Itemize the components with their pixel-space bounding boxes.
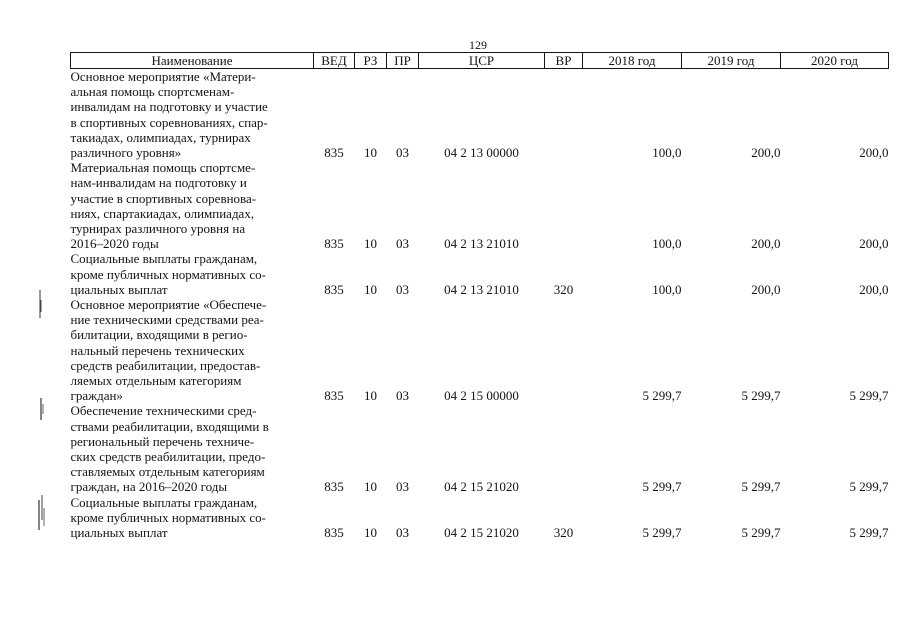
row-2020: 5 299,7 (849, 525, 889, 541)
row-2020: 200,0 (859, 236, 889, 252)
row-csr: 04 2 13 00000 (444, 145, 519, 161)
table-row (71, 69, 889, 161)
row-2019: 200,0 (751, 236, 781, 252)
row-ved: 835 (324, 479, 344, 495)
row-name: Обеспечение техническими сред- ствами реабилитации, входящими в региональный перечень техниче- ских средств реабилитации, предо- ставляемых отдельным категориям граждан, на 2016–2020 годы (70, 403, 269, 495)
header-vr: ВР (545, 53, 583, 69)
page-number: 129 (469, 38, 487, 52)
header-name: Наименование (71, 53, 314, 69)
row-ved: 835 (324, 388, 344, 404)
row-pr: 03 (396, 281, 409, 297)
table-row (71, 297, 889, 403)
row-name: Основное мероприятие «Матери- альная помощь спортсменам- инвалидам на подготовку и участие в спортивных соревнованиях, спар- такиадах, олимпиадах, турнирах различного уровня» (70, 69, 268, 161)
row-csr: 04 2 13 21010 (444, 281, 519, 297)
row-rz: 10 (364, 145, 377, 161)
row-2020: 5 299,7 (849, 479, 889, 495)
row-name: Основное мероприятие «Обеспече- ние техническими средствами реа- билитации, входящими в регио- нальный перечень технических средств реабилитации, предостав- ляемых отдельным категориям граждан» (70, 297, 267, 404)
row-2018: 100,0 (652, 145, 682, 161)
row-pr: 03 (396, 388, 409, 404)
header-ved: ВЕД (314, 53, 355, 69)
row-2020: 200,0 (859, 145, 889, 161)
row-rz: 10 (364, 388, 377, 404)
row-name-cell (71, 297, 314, 403)
row-pr: 03 (396, 145, 409, 161)
row-2018: 5 299,7 (642, 479, 682, 495)
header-pr: ПР (387, 53, 419, 69)
header-csr: ЦСР (419, 53, 545, 69)
row-rz: 10 (364, 281, 377, 297)
row-vr (545, 160, 583, 251)
row-ved: 835 (324, 145, 344, 161)
table-header-row (71, 53, 889, 69)
row-csr: 04 2 15 00000 (444, 388, 519, 404)
row-2019: 5 299,7 (741, 479, 781, 495)
row-name-cell (71, 495, 314, 541)
header-rz: РЗ (355, 53, 387, 69)
row-vr (545, 69, 583, 161)
row-rz: 10 (364, 236, 377, 252)
row-name-cell (71, 69, 314, 161)
row-ved: 835 (324, 525, 344, 541)
table-row (71, 251, 889, 297)
row-csr: 04 2 15 21020 (444, 479, 519, 495)
row-2019: 5 299,7 (741, 388, 781, 404)
row-csr: 04 2 13 21010 (444, 236, 519, 252)
row-vr: 320 (553, 525, 574, 541)
row-2020: 5 299,7 (849, 388, 889, 404)
row-2019: 200,0 (751, 145, 781, 161)
header-2018: 2018 год (583, 53, 682, 69)
row-pr: 03 (396, 479, 409, 495)
row-name: Социальные выплаты гражданам, кроме публичных нормативных со- циальных выплат (70, 494, 266, 541)
row-name: Социальные выплаты гражданам, кроме публичных нормативных со- циальных выплат (70, 251, 266, 297)
row-2018: 100,0 (652, 236, 682, 252)
table-row (71, 495, 889, 541)
row-2018: 5 299,7 (642, 388, 682, 404)
row-pr: 03 (396, 236, 409, 252)
row-2018: 5 299,7 (642, 525, 682, 541)
table-row (71, 160, 889, 251)
row-rz: 10 (364, 525, 377, 541)
row-pr: 03 (396, 525, 409, 541)
row-name: Материальная помощь спортсме- нам-инвалидам на подготовку и участие в спортивных соревнова- ниях, спартакиадах, олимпиадах, турнирах различного уровня на 2016–2020 годы (70, 160, 257, 252)
row-2019: 200,0 (751, 281, 781, 297)
row-2018: 100,0 (652, 281, 682, 297)
row-name-cell (71, 251, 314, 297)
row-name-cell (71, 403, 314, 494)
row-vr (545, 403, 583, 494)
row-name-cell (71, 160, 314, 251)
row-2020: 200,0 (859, 281, 889, 297)
row-ved: 835 (324, 281, 344, 297)
budget-table (70, 52, 889, 540)
table-row (71, 403, 889, 494)
header-2020: 2020 год (781, 53, 889, 69)
row-2019: 5 299,7 (741, 525, 781, 541)
row-csr: 04 2 15 21020 (444, 525, 519, 541)
row-vr (545, 297, 583, 403)
row-vr: 320 (553, 281, 574, 297)
row-ved: 835 (324, 236, 344, 252)
row-rz: 10 (364, 479, 377, 495)
header-2019: 2019 год (682, 53, 781, 69)
